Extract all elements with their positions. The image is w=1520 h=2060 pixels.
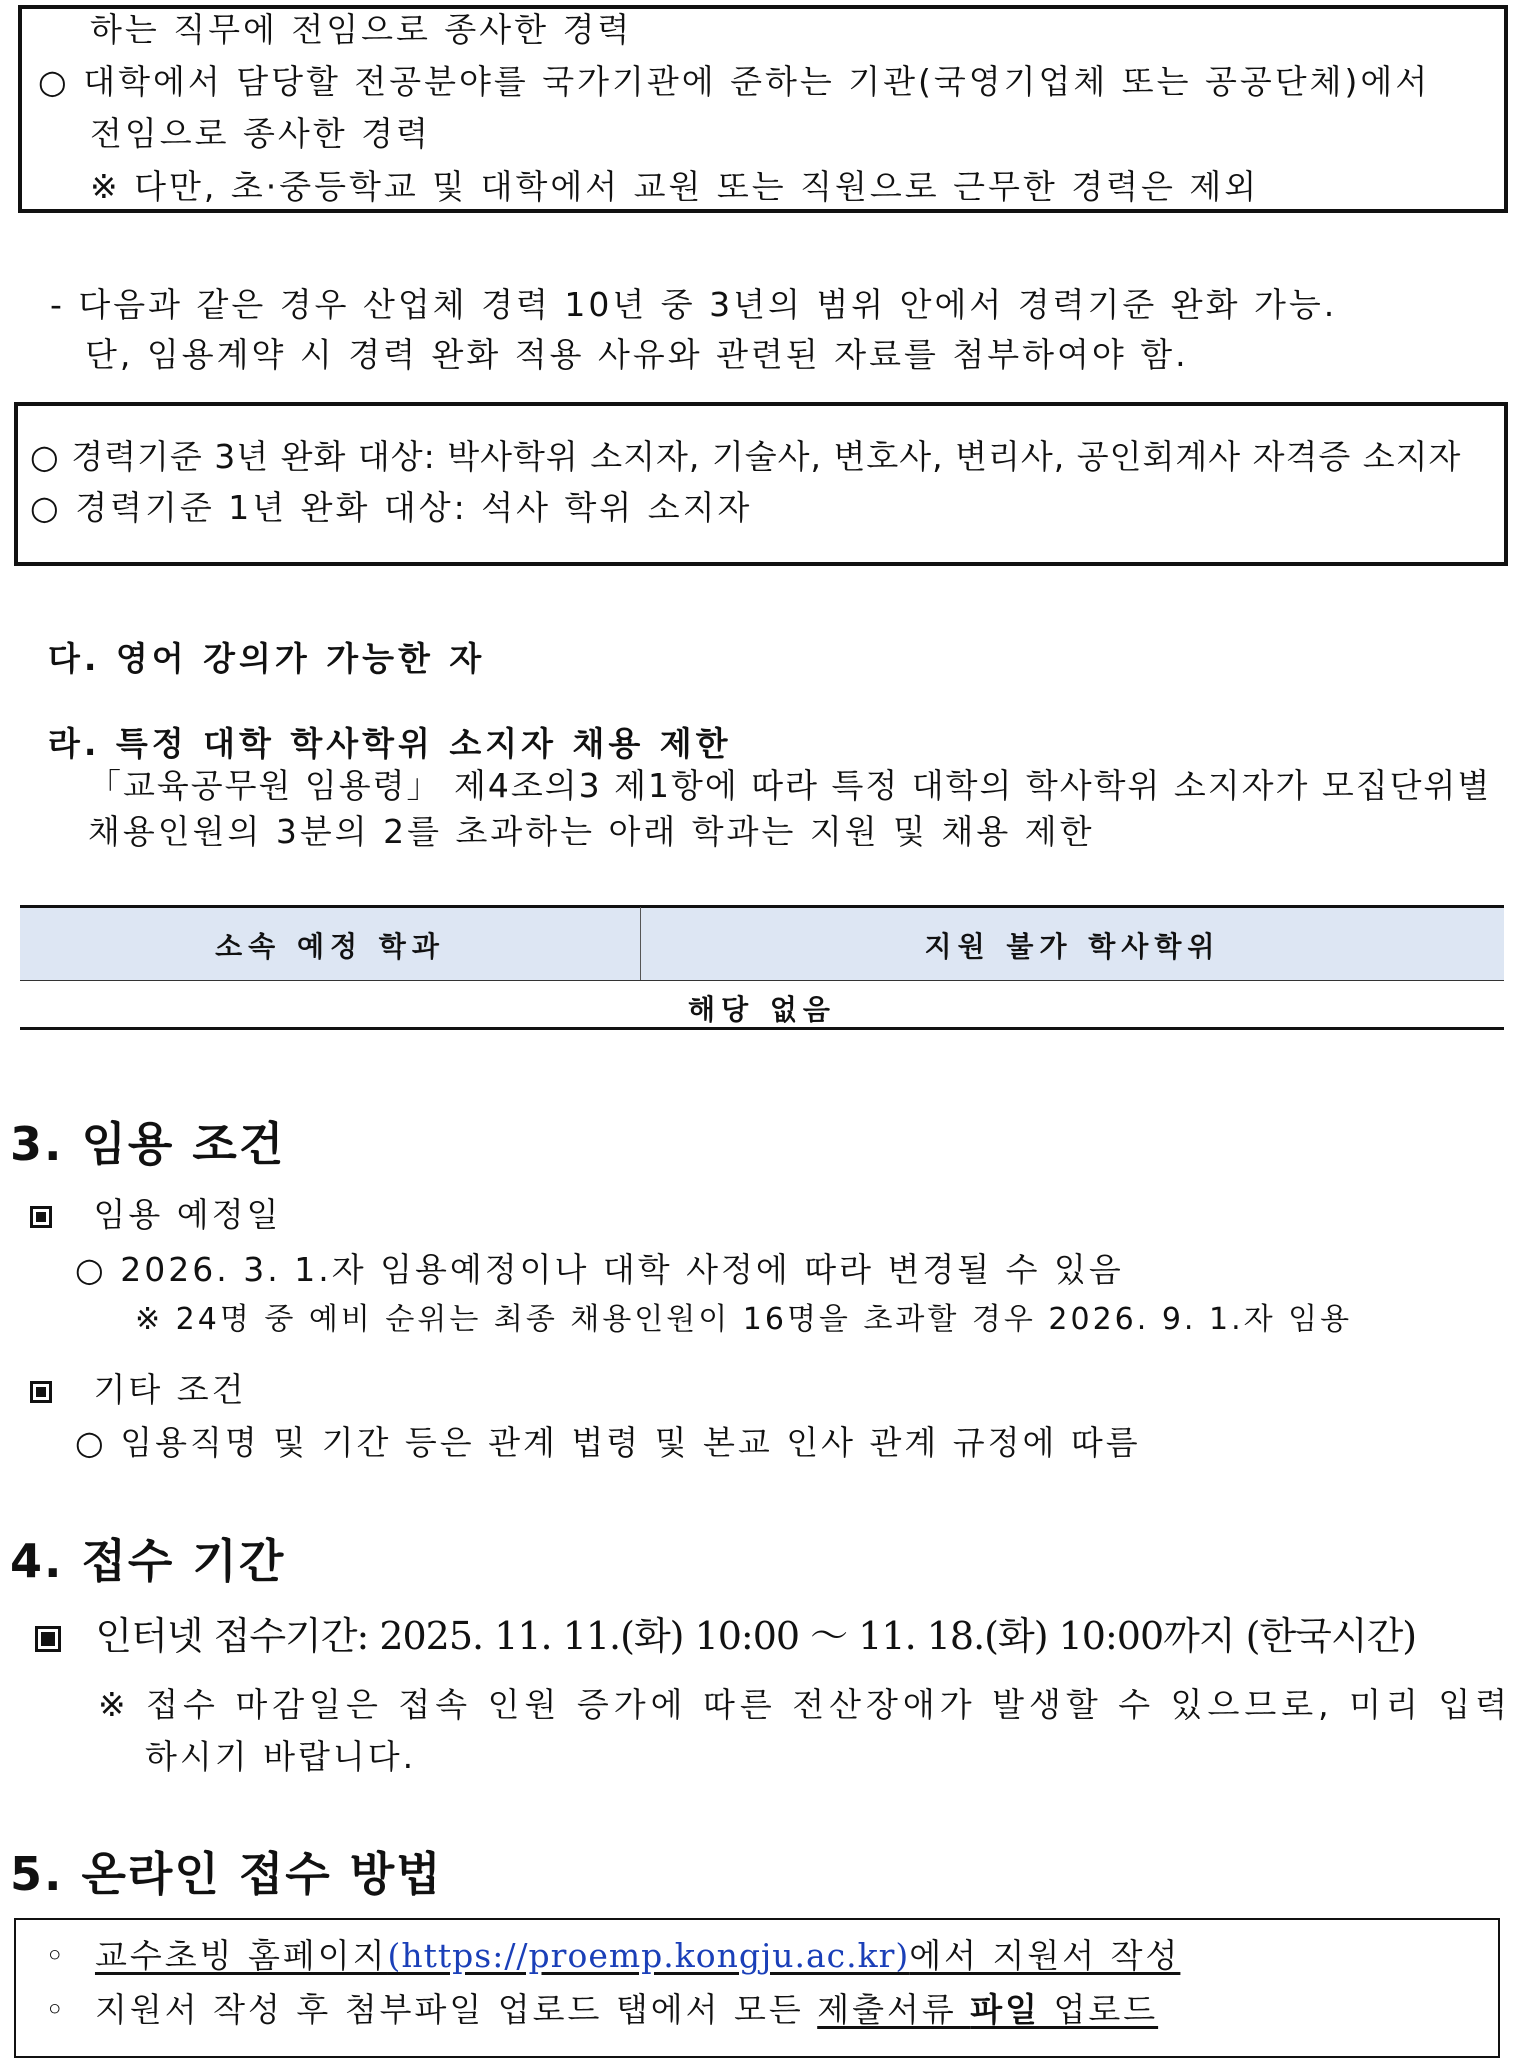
application-period xyxy=(35,1605,1416,1660)
step-2-underlined-2: 파일 xyxy=(970,1990,1040,2029)
table-header-restricted-degree: 지원 불가 학사학위 xyxy=(924,930,1221,963)
square-bullet-icon xyxy=(30,1381,52,1403)
section-5-title: 5. 온라인 접수 방법 xyxy=(10,1847,443,1901)
career-line-3: 전임으로 종사한 경력 xyxy=(90,114,431,153)
deadline-note-1: ※ 접수 마감일은 접속 인원 증가에 따른 전산장애가 발생할 수 있으므로, 미리 입력 xyxy=(98,1685,1513,1724)
relief-criteria-box xyxy=(14,402,1508,566)
section-3-title: 3. 임용 조건 xyxy=(10,1117,286,1171)
table-header-department: 소속 예정 학과 xyxy=(215,930,445,963)
table-top-rule xyxy=(20,905,1504,908)
relief-line-1: - 다음과 같은 경우 산업체 경력 10년 중 3년의 범위 안에서 경력기준 완화 가능. xyxy=(50,285,1338,324)
table-bottom-rule xyxy=(20,1027,1504,1030)
career-exception-note: ※ 다만, 초·중등학교 및 대학에서 교원 또는 직원으로 근무한 경력은 제외 xyxy=(90,167,1260,206)
table-header-rule xyxy=(20,980,1504,981)
bullet-icon: ◦ xyxy=(45,1936,68,1975)
square-bullet-icon xyxy=(30,1206,52,1228)
online-step-2 xyxy=(45,1990,1158,2030)
sub-2-label: 기타 조건 xyxy=(93,1370,247,1409)
career-line-2: ○ 대학에서 담당할 전공분야를 국가기관에 준하는 기관(국영기업체 또는 공공단체)에서 xyxy=(38,62,1431,101)
reserve-note: ※ 24명 중 예비 순위는 최종 채용인원이 16명을 초과할 경우 2026. 9. 1.자 임용 xyxy=(135,1302,1353,1337)
step-2-pre: 지원서 작성 후 첨부파일 업로드 탭에서 모든 xyxy=(94,1990,818,2029)
relief-3year-line: ○ 경력기준 3년 완화 대상: 박사학위 소지자, 기술사, 변호사, 변리사, 공인회계사 자격증 소지자 xyxy=(30,437,1462,476)
bullet-icon: ◦ xyxy=(45,1990,68,2029)
square-bullet-icon xyxy=(35,1626,61,1652)
online-step-1 xyxy=(45,1936,1180,1976)
section-4-title: 4. 접수 기간 xyxy=(10,1534,286,1588)
step-2-underlined-3: 업로드 xyxy=(1039,1990,1159,2029)
application-period-text: 인터넷 접수기간: 2025. 11. 11.(화) 10:00 ～ 11. 18.(화) 10:00까지 (한국시간) xyxy=(95,1614,1417,1658)
table-body-cell: 해당 없음 xyxy=(688,993,836,1026)
deadline-note-2: 하시기 바랍니다. xyxy=(145,1737,417,1776)
sub-1-label: 임용 예정일 xyxy=(93,1195,282,1234)
section-3-sub-1 xyxy=(30,1195,281,1235)
item-ra-line-1: 「교육공무원 임용령」 제4조의3 제1항에 따라 특정 대학의 학사학위 소지자가 모집단위별 xyxy=(88,766,1492,805)
homepage-link[interactable]: (https://proemp.kongju.ac.kr) xyxy=(387,1936,910,1975)
item-ra-title: 라. 특정 대학 학사학위 소지자 채용 제한 xyxy=(48,724,732,763)
step-1-text xyxy=(95,1936,1180,1975)
step-1-post: 에서 지원서 작성 xyxy=(909,1936,1181,1975)
career-line-1: 하는 직무에 전임으로 종사한 경력 xyxy=(90,10,633,49)
item-ra-line-2: 채용인원의 3분의 2를 초과하는 아래 학과는 지원 및 채용 제한 xyxy=(88,812,1095,851)
other-conditions-line: ○ 임용직명 및 기간 등은 관계 법령 및 본교 인사 관계 규정에 따름 xyxy=(75,1423,1141,1462)
start-date-line: ○ 2026. 3. 1.자 임용예정이나 대학 사정에 따라 변경될 수 있음 xyxy=(75,1250,1124,1289)
step-1-pre: 교수초빙 홈페이지 xyxy=(94,1936,388,1975)
relief-line-2: 단, 임용계약 시 경력 완화 적용 사유와 관련된 자료를 첨부하여야 함. xyxy=(85,335,1189,374)
relief-1year-line: ○ 경력기준 1년 완화 대상: 석사 학위 소지자 xyxy=(30,488,753,527)
item-da: 다. 영어 강의가 가능한 자 xyxy=(48,639,486,678)
section-3-sub-2 xyxy=(30,1370,247,1410)
step-2-underlined-1: 제출서류 xyxy=(817,1990,971,2029)
